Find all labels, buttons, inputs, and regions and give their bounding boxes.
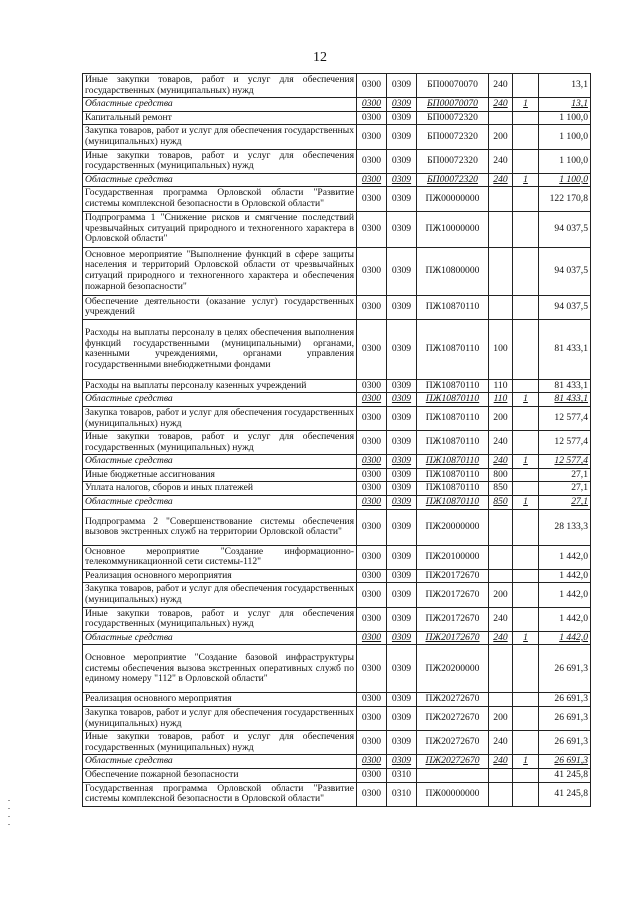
row-expense-type <box>489 211 513 247</box>
table-row <box>83 583 591 607</box>
row-amount: 27,1 <box>539 468 591 482</box>
row-funding-source <box>513 406 539 430</box>
table-row <box>83 468 591 482</box>
row-name: Областные средства <box>83 393 357 407</box>
row-expense-type: 200 <box>489 125 513 149</box>
row-amount: 27,1 <box>539 496 591 510</box>
row-name: Реализация основного мероприятия <box>83 693 357 707</box>
row-target-article: БП00070070 <box>417 98 489 112</box>
row-expense-type: 850 <box>489 482 513 496</box>
row-expense-type: 240 <box>489 149 513 173</box>
row-funding-source <box>513 545 539 569</box>
row-funding-source <box>513 731 539 755</box>
row-name: Закупка товаров, работ и услуг для обеспечения государственных (муниципальных) нужд <box>83 583 357 607</box>
row-section: 0300 <box>357 755 387 769</box>
row-subsection: 0309 <box>387 731 417 755</box>
row-funding-source <box>513 379 539 393</box>
row-funding-source <box>513 431 539 455</box>
row-funding-source: 1 <box>513 173 539 187</box>
table-row <box>83 731 591 755</box>
row-funding-source <box>513 693 539 707</box>
row-amount: 1 442,0 <box>539 569 591 583</box>
table-body <box>83 74 591 807</box>
table-row <box>83 295 591 319</box>
row-target-article: ПЖ20000000 <box>417 509 489 545</box>
row-expense-type <box>489 295 513 319</box>
row-amount: 13,1 <box>539 74 591 98</box>
row-name: Областные средства <box>83 98 357 112</box>
row-expense-type <box>489 693 513 707</box>
row-section: 0300 <box>357 98 387 112</box>
table-row <box>83 111 591 125</box>
row-amount: 12 577,4 <box>539 431 591 455</box>
table-row <box>83 645 591 693</box>
table-row <box>83 393 591 407</box>
row-amount: 12 577,4 <box>539 406 591 430</box>
table-row <box>83 782 591 806</box>
row-funding-source <box>513 74 539 98</box>
table-row <box>83 74 591 98</box>
row-target-article: ПЖ10870110 <box>417 496 489 510</box>
row-expense-type <box>489 569 513 583</box>
row-target-article: ПЖ10870110 <box>417 379 489 393</box>
row-name: Подпрограмма 1 "Снижение рисков и смягчение последствий чрезвычайных ситуаций природного и техногенного характера в Орловской области" <box>83 211 357 247</box>
row-subsection: 0309 <box>387 468 417 482</box>
row-target-article: ПЖ20100000 <box>417 545 489 569</box>
row-name: Капитальный ремонт <box>83 111 357 125</box>
row-amount: 1 100,0 <box>539 111 591 125</box>
row-amount: 94 037,5 <box>539 211 591 247</box>
row-subsection: 0309 <box>387 187 417 211</box>
table-row <box>83 482 591 496</box>
row-funding-source <box>513 482 539 496</box>
table-row <box>83 431 591 455</box>
row-target-article: ПЖ20272670 <box>417 755 489 769</box>
row-funding-source <box>513 111 539 125</box>
row-subsection: 0309 <box>387 125 417 149</box>
row-funding-source: 1 <box>513 631 539 645</box>
row-expense-type <box>489 247 513 295</box>
row-section: 0300 <box>357 693 387 707</box>
row-name: Уплата налогов, сборов и иных платежей <box>83 482 357 496</box>
row-amount: 26 691,3 <box>539 755 591 769</box>
row-expense-type: 240 <box>489 631 513 645</box>
row-subsection: 0309 <box>387 379 417 393</box>
row-expense-type: 240 <box>489 173 513 187</box>
row-amount: 122 170,8 <box>539 187 591 211</box>
row-section: 0300 <box>357 319 387 379</box>
table-row <box>83 768 591 782</box>
row-subsection: 0309 <box>387 545 417 569</box>
row-target-article: ПЖ20272670 <box>417 693 489 707</box>
row-name: Областные средства <box>83 173 357 187</box>
row-section: 0300 <box>357 393 387 407</box>
row-section: 0300 <box>357 509 387 545</box>
row-target-article: ПЖ20272670 <box>417 731 489 755</box>
row-subsection: 0309 <box>387 755 417 769</box>
row-expense-type: 200 <box>489 707 513 731</box>
row-funding-source <box>513 468 539 482</box>
row-amount: 1 442,0 <box>539 545 591 569</box>
row-amount: 1 100,0 <box>539 149 591 173</box>
row-section: 0300 <box>357 187 387 211</box>
row-name: Иные закупки товаров, работ и услуг для обеспечения государственных (муниципальных) нужд <box>83 731 357 755</box>
row-expense-type <box>489 545 513 569</box>
row-subsection: 0309 <box>387 74 417 98</box>
row-subsection: 0309 <box>387 149 417 173</box>
row-expense-type <box>489 782 513 806</box>
row-section: 0300 <box>357 173 387 187</box>
row-name: Областные средства <box>83 455 357 469</box>
row-subsection: 0309 <box>387 569 417 583</box>
row-target-article: БП00072320 <box>417 173 489 187</box>
row-expense-type: 240 <box>489 431 513 455</box>
scan-edge-mark <box>8 816 10 817</box>
row-section: 0300 <box>357 149 387 173</box>
row-amount: 94 037,5 <box>539 247 591 295</box>
row-target-article: ПЖ10870110 <box>417 468 489 482</box>
row-subsection: 0309 <box>387 693 417 707</box>
row-amount: 1 442,0 <box>539 631 591 645</box>
budget-table <box>82 73 591 807</box>
row-subsection: 0310 <box>387 768 417 782</box>
row-expense-type: 240 <box>489 731 513 755</box>
row-expense-type: 200 <box>489 583 513 607</box>
row-amount: 1 100,0 <box>539 125 591 149</box>
row-subsection: 0309 <box>387 431 417 455</box>
row-subsection: 0309 <box>387 406 417 430</box>
row-subsection: 0309 <box>387 509 417 545</box>
row-section: 0300 <box>357 468 387 482</box>
row-subsection: 0309 <box>387 583 417 607</box>
table-row <box>83 707 591 731</box>
scan-edge-mark <box>8 800 10 801</box>
row-subsection: 0309 <box>387 631 417 645</box>
row-subsection: 0309 <box>387 98 417 112</box>
row-name: Областные средства <box>83 496 357 510</box>
row-amount: 13,1 <box>539 98 591 112</box>
row-target-article: ПЖ10000000 <box>417 211 489 247</box>
row-expense-type: 240 <box>489 755 513 769</box>
table-row <box>83 569 591 583</box>
row-target-article: ПЖ10870110 <box>417 431 489 455</box>
row-expense-type <box>489 111 513 125</box>
row-section: 0300 <box>357 247 387 295</box>
row-name: Подпрограмма 2 "Совершенствование системы обеспечения вызовов экстренных служб на территории Орловской области" <box>83 509 357 545</box>
table-row <box>83 319 591 379</box>
row-target-article: ПЖ00000000 <box>417 782 489 806</box>
row-expense-type <box>489 645 513 693</box>
row-name: Областные средства <box>83 755 357 769</box>
row-subsection: 0309 <box>387 111 417 125</box>
row-section: 0300 <box>357 406 387 430</box>
row-section: 0300 <box>357 379 387 393</box>
row-subsection: 0310 <box>387 782 417 806</box>
row-subsection: 0309 <box>387 247 417 295</box>
row-section: 0300 <box>357 455 387 469</box>
page-number: 12 <box>313 50 327 65</box>
row-name: Расходы на выплаты персоналу в целях обеспечения выполнения функций государственными (муниципальными) органами, казенными учреждениями, органами управления государственными внебюджетными фондами <box>83 319 357 379</box>
table-row <box>83 607 591 631</box>
row-section: 0300 <box>357 631 387 645</box>
row-target-article: ПЖ20200000 <box>417 645 489 693</box>
row-section: 0300 <box>357 645 387 693</box>
row-funding-source: 1 <box>513 755 539 769</box>
table-row <box>83 187 591 211</box>
row-name: Обеспечение пожарной безопасности <box>83 768 357 782</box>
row-amount: 81 433,1 <box>539 393 591 407</box>
row-section: 0300 <box>357 707 387 731</box>
row-target-article: ПЖ20172670 <box>417 583 489 607</box>
row-name: Государственная программа Орловской области "Развитие системы комплексной безопасности в Орловской области" <box>83 187 357 211</box>
table-row <box>83 631 591 645</box>
row-name: Иные закупки товаров, работ и услуг для обеспечения государственных (муниципальных) нужд <box>83 149 357 173</box>
row-funding-source <box>513 187 539 211</box>
row-name: Реализация основного мероприятия <box>83 569 357 583</box>
table-row <box>83 496 591 510</box>
row-funding-source <box>513 247 539 295</box>
row-name: Иные бюджетные ассигнования <box>83 468 357 482</box>
row-section: 0300 <box>357 583 387 607</box>
row-target-article: ПЖ10870110 <box>417 482 489 496</box>
row-target-article: ПЖ20172670 <box>417 569 489 583</box>
row-expense-type: 110 <box>489 379 513 393</box>
table-row <box>83 755 591 769</box>
row-name: Расходы на выплаты персоналу казенных учреждений <box>83 379 357 393</box>
table-row <box>83 173 591 187</box>
row-expense-type <box>489 768 513 782</box>
row-section: 0300 <box>357 569 387 583</box>
row-name: Закупка товаров, работ и услуг для обеспечения государственных (муниципальных) нужд <box>83 125 357 149</box>
row-section: 0300 <box>357 74 387 98</box>
row-target-article: ПЖ00000000 <box>417 187 489 211</box>
row-subsection: 0309 <box>387 393 417 407</box>
row-subsection: 0309 <box>387 482 417 496</box>
row-target-article: ПЖ10800000 <box>417 247 489 295</box>
row-amount: 1 442,0 <box>539 607 591 631</box>
row-subsection: 0309 <box>387 607 417 631</box>
row-subsection: 0309 <box>387 455 417 469</box>
row-target-article <box>417 768 489 782</box>
row-target-article: БП00072320 <box>417 125 489 149</box>
row-amount: 1 442,0 <box>539 583 591 607</box>
table-row <box>83 455 591 469</box>
table-row <box>83 509 591 545</box>
row-name: Обеспечение деятельности (оказание услуг) государственных учреждений <box>83 295 357 319</box>
row-subsection: 0309 <box>387 211 417 247</box>
row-target-article: ПЖ10870110 <box>417 295 489 319</box>
row-funding-source <box>513 509 539 545</box>
row-target-article: ПЖ20172670 <box>417 631 489 645</box>
row-expense-type: 240 <box>489 74 513 98</box>
table-row <box>83 211 591 247</box>
row-name: Иные закупки товаров, работ и услуг для обеспечения государственных (муниципальных) нужд <box>83 431 357 455</box>
row-funding-source <box>513 295 539 319</box>
row-target-article: ПЖ10870110 <box>417 455 489 469</box>
row-funding-source <box>513 319 539 379</box>
row-section: 0300 <box>357 111 387 125</box>
row-amount: 1 100,0 <box>539 173 591 187</box>
row-target-article: БП00072320 <box>417 111 489 125</box>
row-expense-type: 110 <box>489 393 513 407</box>
row-expense-type: 100 <box>489 319 513 379</box>
row-amount: 26 691,3 <box>539 707 591 731</box>
row-amount: 28 133,3 <box>539 509 591 545</box>
row-section: 0300 <box>357 125 387 149</box>
table-row <box>83 545 591 569</box>
scan-edge-mark <box>8 824 10 825</box>
row-subsection: 0309 <box>387 295 417 319</box>
row-section: 0300 <box>357 607 387 631</box>
row-target-article: ПЖ10870110 <box>417 406 489 430</box>
table-row <box>83 149 591 173</box>
row-name: Государственная программа Орловской области "Развитие системы комплексной безопасности в Орловской области" <box>83 782 357 806</box>
row-name: Иные закупки товаров, работ и услуг для обеспечения государственных (муниципальных) нужд <box>83 607 357 631</box>
row-subsection: 0309 <box>387 496 417 510</box>
row-expense-type: 240 <box>489 607 513 631</box>
row-section: 0300 <box>357 295 387 319</box>
table-row <box>83 693 591 707</box>
row-name: Иные закупки товаров, работ и услуг для обеспечения государственных (муниципальных) нужд <box>83 74 357 98</box>
row-amount: 81 433,1 <box>539 379 591 393</box>
row-funding-source <box>513 707 539 731</box>
row-section: 0300 <box>357 211 387 247</box>
table-row <box>83 247 591 295</box>
row-target-article: ПЖ20172670 <box>417 607 489 631</box>
row-section: 0300 <box>357 782 387 806</box>
row-subsection: 0309 <box>387 173 417 187</box>
row-funding-source <box>513 607 539 631</box>
row-amount: 94 037,5 <box>539 295 591 319</box>
table-row <box>83 98 591 112</box>
row-subsection: 0309 <box>387 707 417 731</box>
row-funding-source: 1 <box>513 98 539 112</box>
row-expense-type: 800 <box>489 468 513 482</box>
row-funding-source <box>513 211 539 247</box>
row-funding-source <box>513 569 539 583</box>
row-funding-source <box>513 583 539 607</box>
row-amount: 26 691,3 <box>539 731 591 755</box>
row-amount: 81 433,1 <box>539 319 591 379</box>
row-funding-source <box>513 149 539 173</box>
row-target-article: ПЖ10870110 <box>417 319 489 379</box>
row-subsection: 0309 <box>387 319 417 379</box>
row-funding-source: 1 <box>513 496 539 510</box>
row-section: 0300 <box>357 731 387 755</box>
table-row <box>83 406 591 430</box>
row-target-article: ПЖ20272670 <box>417 707 489 731</box>
row-amount: 12 577,4 <box>539 455 591 469</box>
row-expense-type <box>489 187 513 211</box>
row-amount: 26 691,3 <box>539 693 591 707</box>
row-name: Областные средства <box>83 631 357 645</box>
row-section: 0300 <box>357 496 387 510</box>
row-target-article: ПЖ10870110 <box>417 393 489 407</box>
row-target-article: БП00070070 <box>417 74 489 98</box>
table-row <box>83 379 591 393</box>
row-funding-source: 1 <box>513 455 539 469</box>
row-expense-type: 850 <box>489 496 513 510</box>
row-expense-type: 240 <box>489 98 513 112</box>
row-expense-type: 240 <box>489 455 513 469</box>
row-amount: 41 245,8 <box>539 782 591 806</box>
row-funding-source <box>513 782 539 806</box>
row-section: 0300 <box>357 431 387 455</box>
row-amount: 26 691,3 <box>539 645 591 693</box>
row-funding-source <box>513 125 539 149</box>
row-name: Основное мероприятие "Создание информационно-телекоммуникационной сети системы-112" <box>83 545 357 569</box>
row-name: Основное мероприятие "Выполнение функций в сфере защиты населения и территорий Орловской области от чрезвычайных ситуаций природного и техногенного характера и обеспечения пожарной безопасности" <box>83 247 357 295</box>
row-expense-type: 200 <box>489 406 513 430</box>
row-funding-source <box>513 645 539 693</box>
row-section: 0300 <box>357 768 387 782</box>
row-funding-source: 1 <box>513 393 539 407</box>
row-name: Основное мероприятие "Создание базовой инфраструктуры системы обеспечения вызова экстренных оперативных служб по единому номеру "112" в Орловской области" <box>83 645 357 693</box>
row-name: Закупка товаров, работ и услуг для обеспечения государственных (муниципальных) нужд <box>83 707 357 731</box>
row-section: 0300 <box>357 545 387 569</box>
row-subsection: 0309 <box>387 645 417 693</box>
row-expense-type <box>489 509 513 545</box>
row-section: 0300 <box>357 482 387 496</box>
row-amount: 27,1 <box>539 482 591 496</box>
row-amount: 41 245,8 <box>539 768 591 782</box>
row-target-article: БП00072320 <box>417 149 489 173</box>
row-funding-source <box>513 768 539 782</box>
table-row <box>83 125 591 149</box>
row-name: Закупка товаров, работ и услуг для обеспечения государственных (муниципальных) нужд <box>83 406 357 430</box>
scan-edge-mark <box>8 808 10 809</box>
